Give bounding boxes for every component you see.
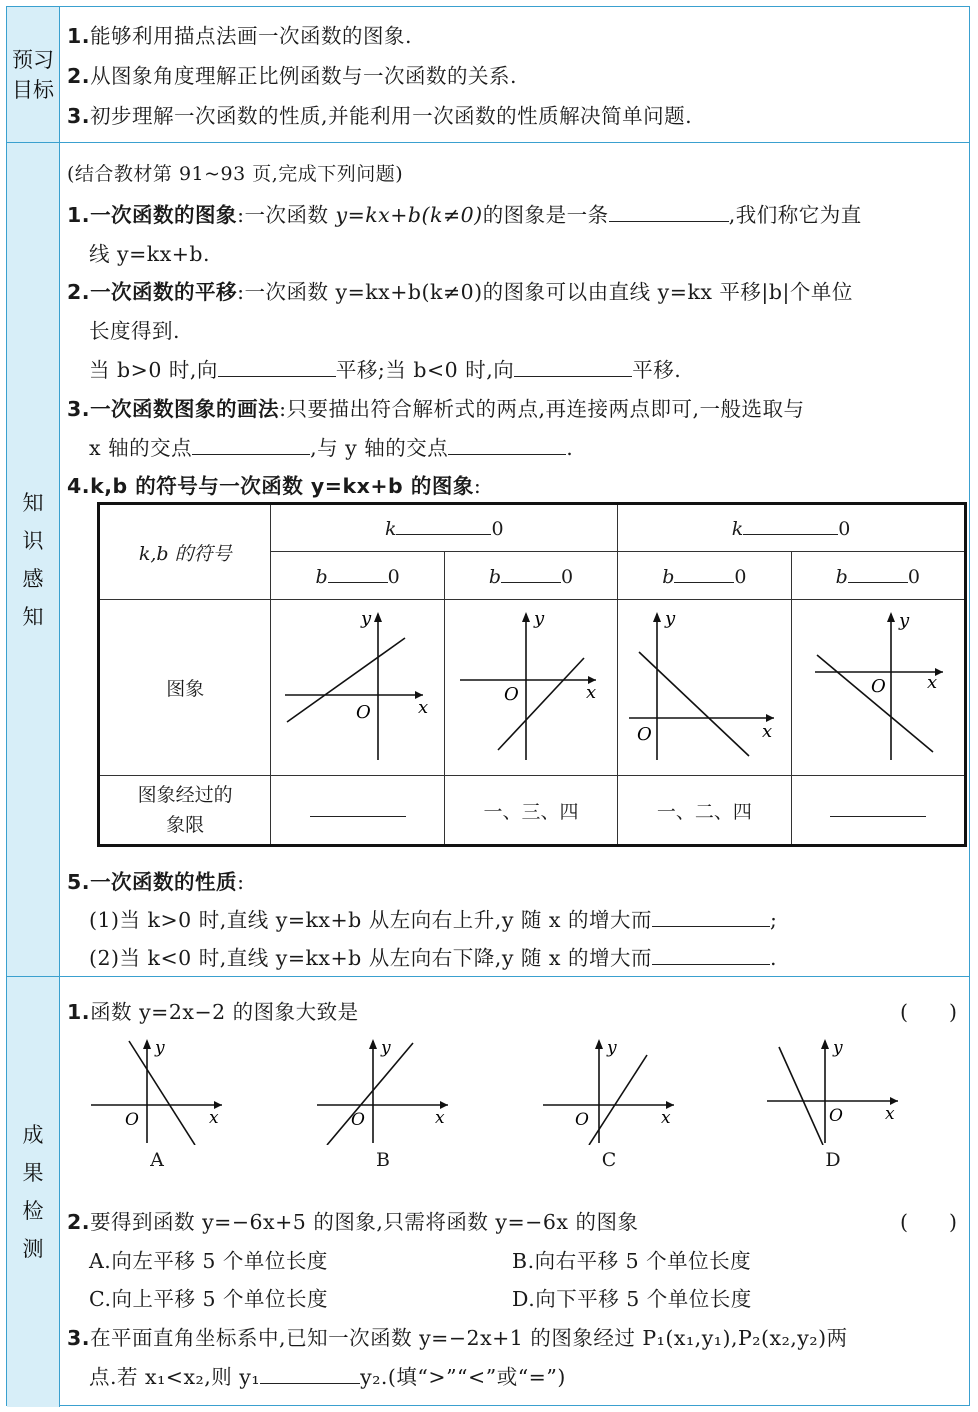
answer-blank[interactable]	[652, 946, 770, 965]
svg-text:x: x	[417, 697, 428, 718]
preview-goals-content	[67, 7, 963, 142]
svg-text:x: x	[209, 1108, 219, 1128]
svg-text:O: O	[870, 676, 886, 697]
item-1: 1.一次函数的图象:一次函数 y=kx+b(k≠0)的图象是一条 ,我们称它为直	[67, 203, 862, 227]
answer-blank[interactable]	[743, 516, 838, 535]
graph-cell-2	[444, 600, 617, 776]
answer-paren[interactable]: ( )	[900, 1210, 957, 1234]
goal-item-1: 1.能够利用描点法画一次函数的图象.	[67, 24, 413, 48]
section-label: 知识感知	[22, 490, 44, 629]
svg-text:O: O	[503, 684, 519, 705]
item-2-line-3: 当 b>0 时,向 平移;当 b<0 时,向 平移.	[89, 358, 682, 382]
goal-item-3: 3.初步理解一次函数的性质,并能利用一次函数的性质解决简单问题.	[67, 104, 693, 128]
option-c[interactable]	[539, 1035, 689, 1171]
kb-sign-table	[97, 502, 967, 847]
quadrant-row-header: 图象经过的象限	[99, 776, 271, 846]
svg-text:x: x	[926, 672, 937, 693]
svg-text:y: y	[607, 1038, 617, 1058]
k-sign-cell-2: k 0	[618, 504, 966, 552]
answer-blank[interactable]	[501, 564, 561, 583]
preview-goals-section	[7, 7, 969, 143]
item-2-line-2: 长度得到.	[89, 319, 181, 343]
q2-option-d[interactable]: D.向下平移 5 个单位长度	[512, 1287, 752, 1311]
row-header-signs: k,b 的符号	[99, 504, 271, 600]
svg-text:x: x	[585, 682, 597, 703]
answer-blank[interactable]	[192, 436, 310, 455]
quadrant-cell-1	[271, 776, 444, 846]
svg-text:y: y	[898, 610, 909, 631]
svg-text:O: O	[575, 1110, 589, 1130]
option-graph-c	[539, 1035, 689, 1145]
graph-k-pos-b-neg	[446, 600, 616, 770]
svg-text:y: y	[833, 1038, 843, 1058]
question-3-line-2: 点.若 x₁<x₂,则 y₁ y₂.(填“>”“<”或“=”)	[89, 1365, 566, 1389]
svg-text:O: O	[351, 1110, 365, 1130]
quadrant-cell-2: 一、三、四	[444, 776, 617, 846]
item-4: 4.k,b 的符号与一次函数 y=kx+b 的图象:	[67, 474, 482, 498]
goal-item-2: 2.从图象角度理解正比例函数与一次函数的关系.	[67, 64, 518, 88]
question-1: 1.函数 y=2x−2 的图象大致是	[67, 1000, 359, 1024]
b-sign-cell-4: b 0	[791, 552, 965, 600]
result-check-section	[7, 977, 969, 1407]
option-b[interactable]	[313, 1035, 463, 1171]
item-3: 3.一次函数图象的画法:只要描出符合解析式的两点,再连接两点即可,一般选取与	[67, 397, 805, 421]
worksheet-frame	[6, 6, 970, 1406]
question-3: 3.在平面直角坐标系中,已知一次函数 y=−2x+1 的图象经过 P₁(x₁,y₁),P₂(x₂,y₂)两	[67, 1326, 848, 1350]
intro-note: (结合教材第 91~93 页,完成下列问题)	[67, 163, 404, 185]
option-graph-d	[763, 1035, 913, 1145]
answer-blank[interactable]	[609, 203, 729, 222]
graph-k-neg-b-neg	[793, 600, 963, 770]
option-label: A	[150, 1149, 164, 1171]
item-5-line-2: (2)当 k<0 时,直线 y=kx+b 从左向右下降,y 随 x 的增大而 .	[89, 946, 778, 970]
graph-cell-3	[618, 600, 791, 776]
q2-option-b[interactable]: B.向右平移 5 个单位长度	[512, 1249, 752, 1273]
answer-blank[interactable]	[848, 564, 908, 583]
item-3-line-2: x 轴的交点 ,与 y 轴的交点 .	[89, 436, 574, 460]
graph-k-neg-b-pos	[619, 600, 789, 770]
svg-text:y: y	[533, 608, 545, 629]
answer-blank[interactable]	[514, 358, 632, 377]
svg-text:O: O	[637, 724, 653, 745]
svg-text:y: y	[155, 1038, 165, 1058]
quadrant-cell-3: 一、二、四	[618, 776, 791, 846]
svg-text:O: O	[125, 1110, 139, 1130]
section-label-cell	[7, 7, 60, 142]
graph-k-pos-b-pos	[273, 600, 443, 770]
answer-blank[interactable]	[830, 798, 926, 817]
item-2: 2.一次函数的平移:一次函数 y=kx+b(k≠0)的图象可以由直线 y=kx 平移|b|个单位	[67, 280, 853, 304]
answer-blank[interactable]	[328, 564, 388, 583]
graph-row-header: 图象	[99, 600, 271, 776]
section-label-cell	[7, 143, 60, 976]
svg-text:x: x	[435, 1108, 445, 1128]
svg-text:x: x	[885, 1104, 895, 1124]
graph-cell-1	[271, 600, 444, 776]
svg-text:y: y	[360, 608, 371, 629]
option-label: B	[376, 1149, 390, 1171]
option-graph-a	[87, 1035, 237, 1145]
section-label: 成果检测	[22, 1123, 44, 1261]
answer-blank[interactable]	[310, 798, 406, 817]
b-sign-cell-2: b 0	[444, 552, 617, 600]
q2-option-a[interactable]: A.向左平移 5 个单位长度	[89, 1249, 328, 1273]
answer-blank[interactable]	[448, 436, 566, 455]
item-5-line-1: (1)当 k>0 时,直线 y=kx+b 从左向右上升,y 随 x 的增大而 ;	[89, 908, 778, 932]
svg-text:O: O	[829, 1106, 843, 1126]
answer-blank[interactable]	[652, 908, 770, 927]
svg-text:y: y	[381, 1038, 391, 1058]
item-5: 5.一次函数的性质:	[67, 870, 245, 894]
answer-paren[interactable]: ( )	[900, 1000, 957, 1024]
graph-cell-4	[791, 600, 965, 776]
section-label: 预习目标	[12, 47, 54, 102]
option-label: C	[601, 1149, 617, 1171]
answer-blank[interactable]	[260, 1365, 360, 1384]
svg-text:O: O	[355, 702, 371, 723]
b-sign-cell-1: b 0	[271, 552, 444, 600]
option-graph-b	[313, 1035, 463, 1145]
result-check-content	[67, 977, 963, 1407]
answer-blank[interactable]	[396, 516, 491, 535]
option-d[interactable]	[763, 1035, 913, 1171]
b-sign-cell-3: b 0	[618, 552, 791, 600]
section-label-cell	[7, 977, 60, 1407]
option-label: D	[825, 1149, 841, 1171]
svg-text:x: x	[762, 721, 773, 742]
svg-text:x: x	[661, 1108, 671, 1128]
answer-blank[interactable]	[674, 564, 734, 583]
question-2: 2.要得到函数 y=−6x+5 的图象,只需将函数 y=−6x 的图象	[67, 1210, 639, 1234]
q2-option-c[interactable]: C.向上平移 5 个单位长度	[89, 1287, 329, 1311]
item-1-line-2: 线 y=kx+b.	[89, 242, 211, 266]
k-sign-cell-1: k 0	[271, 504, 618, 552]
quadrant-cell-4	[791, 776, 965, 846]
svg-text:y: y	[665, 608, 676, 629]
option-a[interactable]	[87, 1035, 237, 1171]
answer-blank[interactable]	[218, 358, 336, 377]
